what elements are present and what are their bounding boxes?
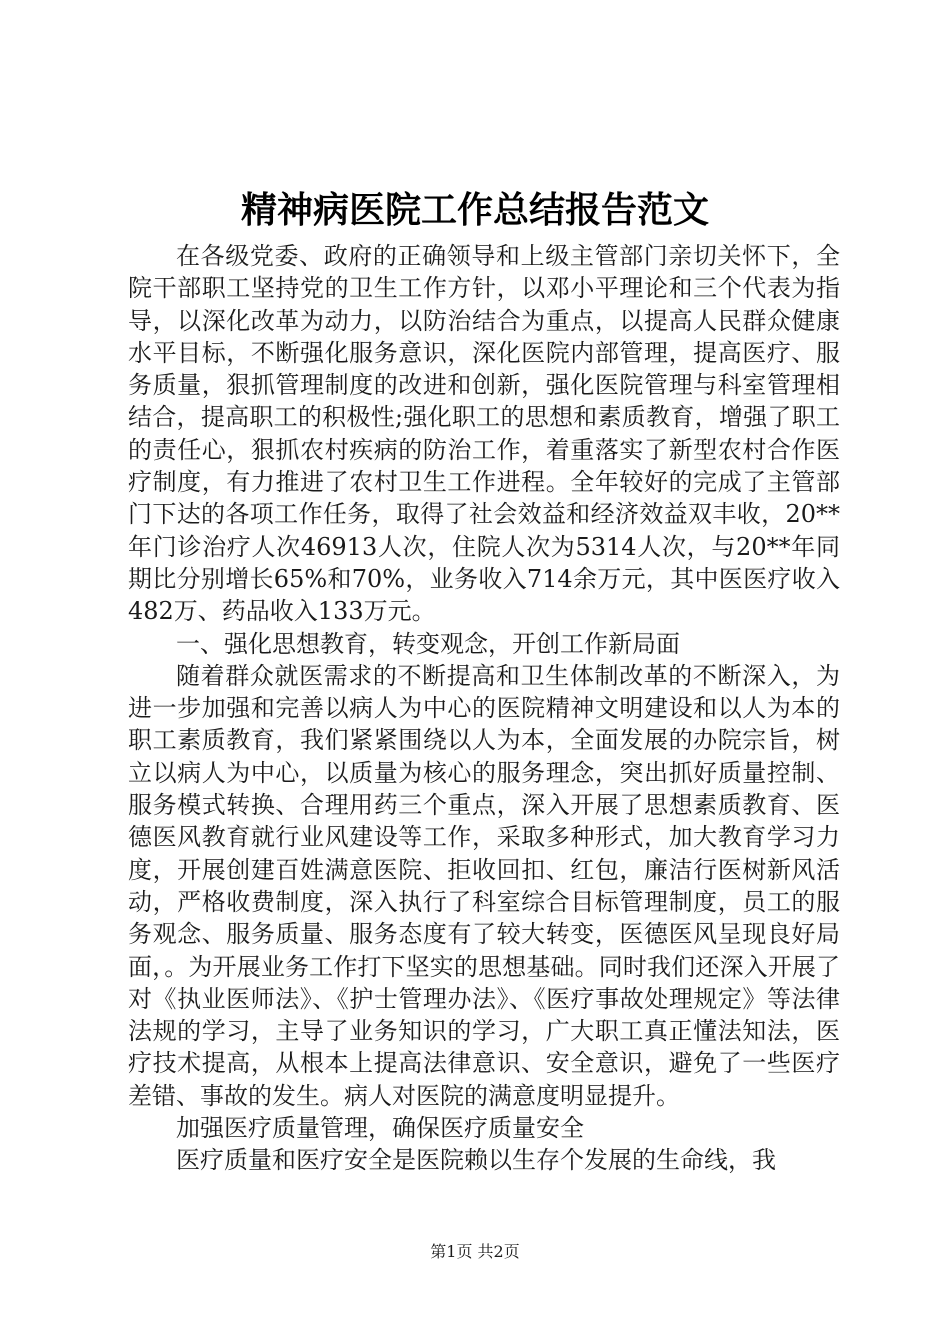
section-heading-2: 加强医疗质量管理，确保医疗质量安全	[176, 1114, 584, 1143]
paragraph-education: 随着群众就医需求的不断提高和卫生体制改革的不断深入，为进一步加强和完善以病人为中心的医院精神文明建设和以人为本的职工素质教育，我们紧紧围绕以人为本，全面发展的办院宗旨，树立以病人为中心，以质量为核心的服务理念，突出抓好质量控制、服务模式转换、合理用药三个重点，深入开展了思想素质教育、医德医风教育就行业风建设等工作，采取多种形式，加大教育学习力度，开展创建百姓满意医院、拒收回扣、红包，廉洁行医树新风活动，严格收费制度，深入执行了科室综合目标管理制度，员工的服务观念、服务质量、服务态度有了较大转变，医德医风呈现良好局面，。为开展业务工作打下坚实的思想基础。同时我们还深入开展了对《执业医师法》、《护士管理办法》、《医疗事故处理规定》等法律法规的学习，主导了业务知识的学习，广大职工真正懂法知法，医疗技术提高，从根本上提高法律意识、安全意识，避免了一些医疗差错、事故的发生。病人对医院的满意度明显提升。	[128, 661, 840, 1110]
page-number-footer: 第1页 共2页	[430, 1242, 520, 1261]
paragraph-intro: 在各级党委、政府的正确领导和上级主管部门亲切关怀下，全院干部职工坚持党的卫生工作方针，以邓小平理论和三个代表为指导，以深化改革为动力，以防治结合为重点，以提高人民群众健康水平目标，不断强化服务意识，深化医院内部管理，提高医疗、服务质量，狠抓管理制度的改进和创新，强化医院管理与科室管理相结合，提高职工的积极性;强化职工的思想和素质教育，增强了职工的责任心，狠抓农村疾病的防治工作，着重落实了新型农村合作医疗制度，有力推进了农村卫生工作进程。全年较好的完成了主管部门下达的各项工作任务，取得了社会效益和经济效益双丰收，20**年门诊治疗人次46913人次，住院人次为5314人次，与20**年同期比分别增长65%和70%，业务收入714余万元，其中医医疗收入482万、药品收入133万元。	[128, 242, 840, 626]
document-title: 精神病医院工作总结报告范文	[240, 189, 709, 231]
document-body	[128, 240, 840, 1177]
paragraph-quality: 医疗质量和医疗安全是医院赖以生存个发展的生命线，我	[176, 1146, 776, 1175]
section-heading-1: 一、强化思想教育，转变观念，开创工作新局面	[176, 629, 680, 658]
